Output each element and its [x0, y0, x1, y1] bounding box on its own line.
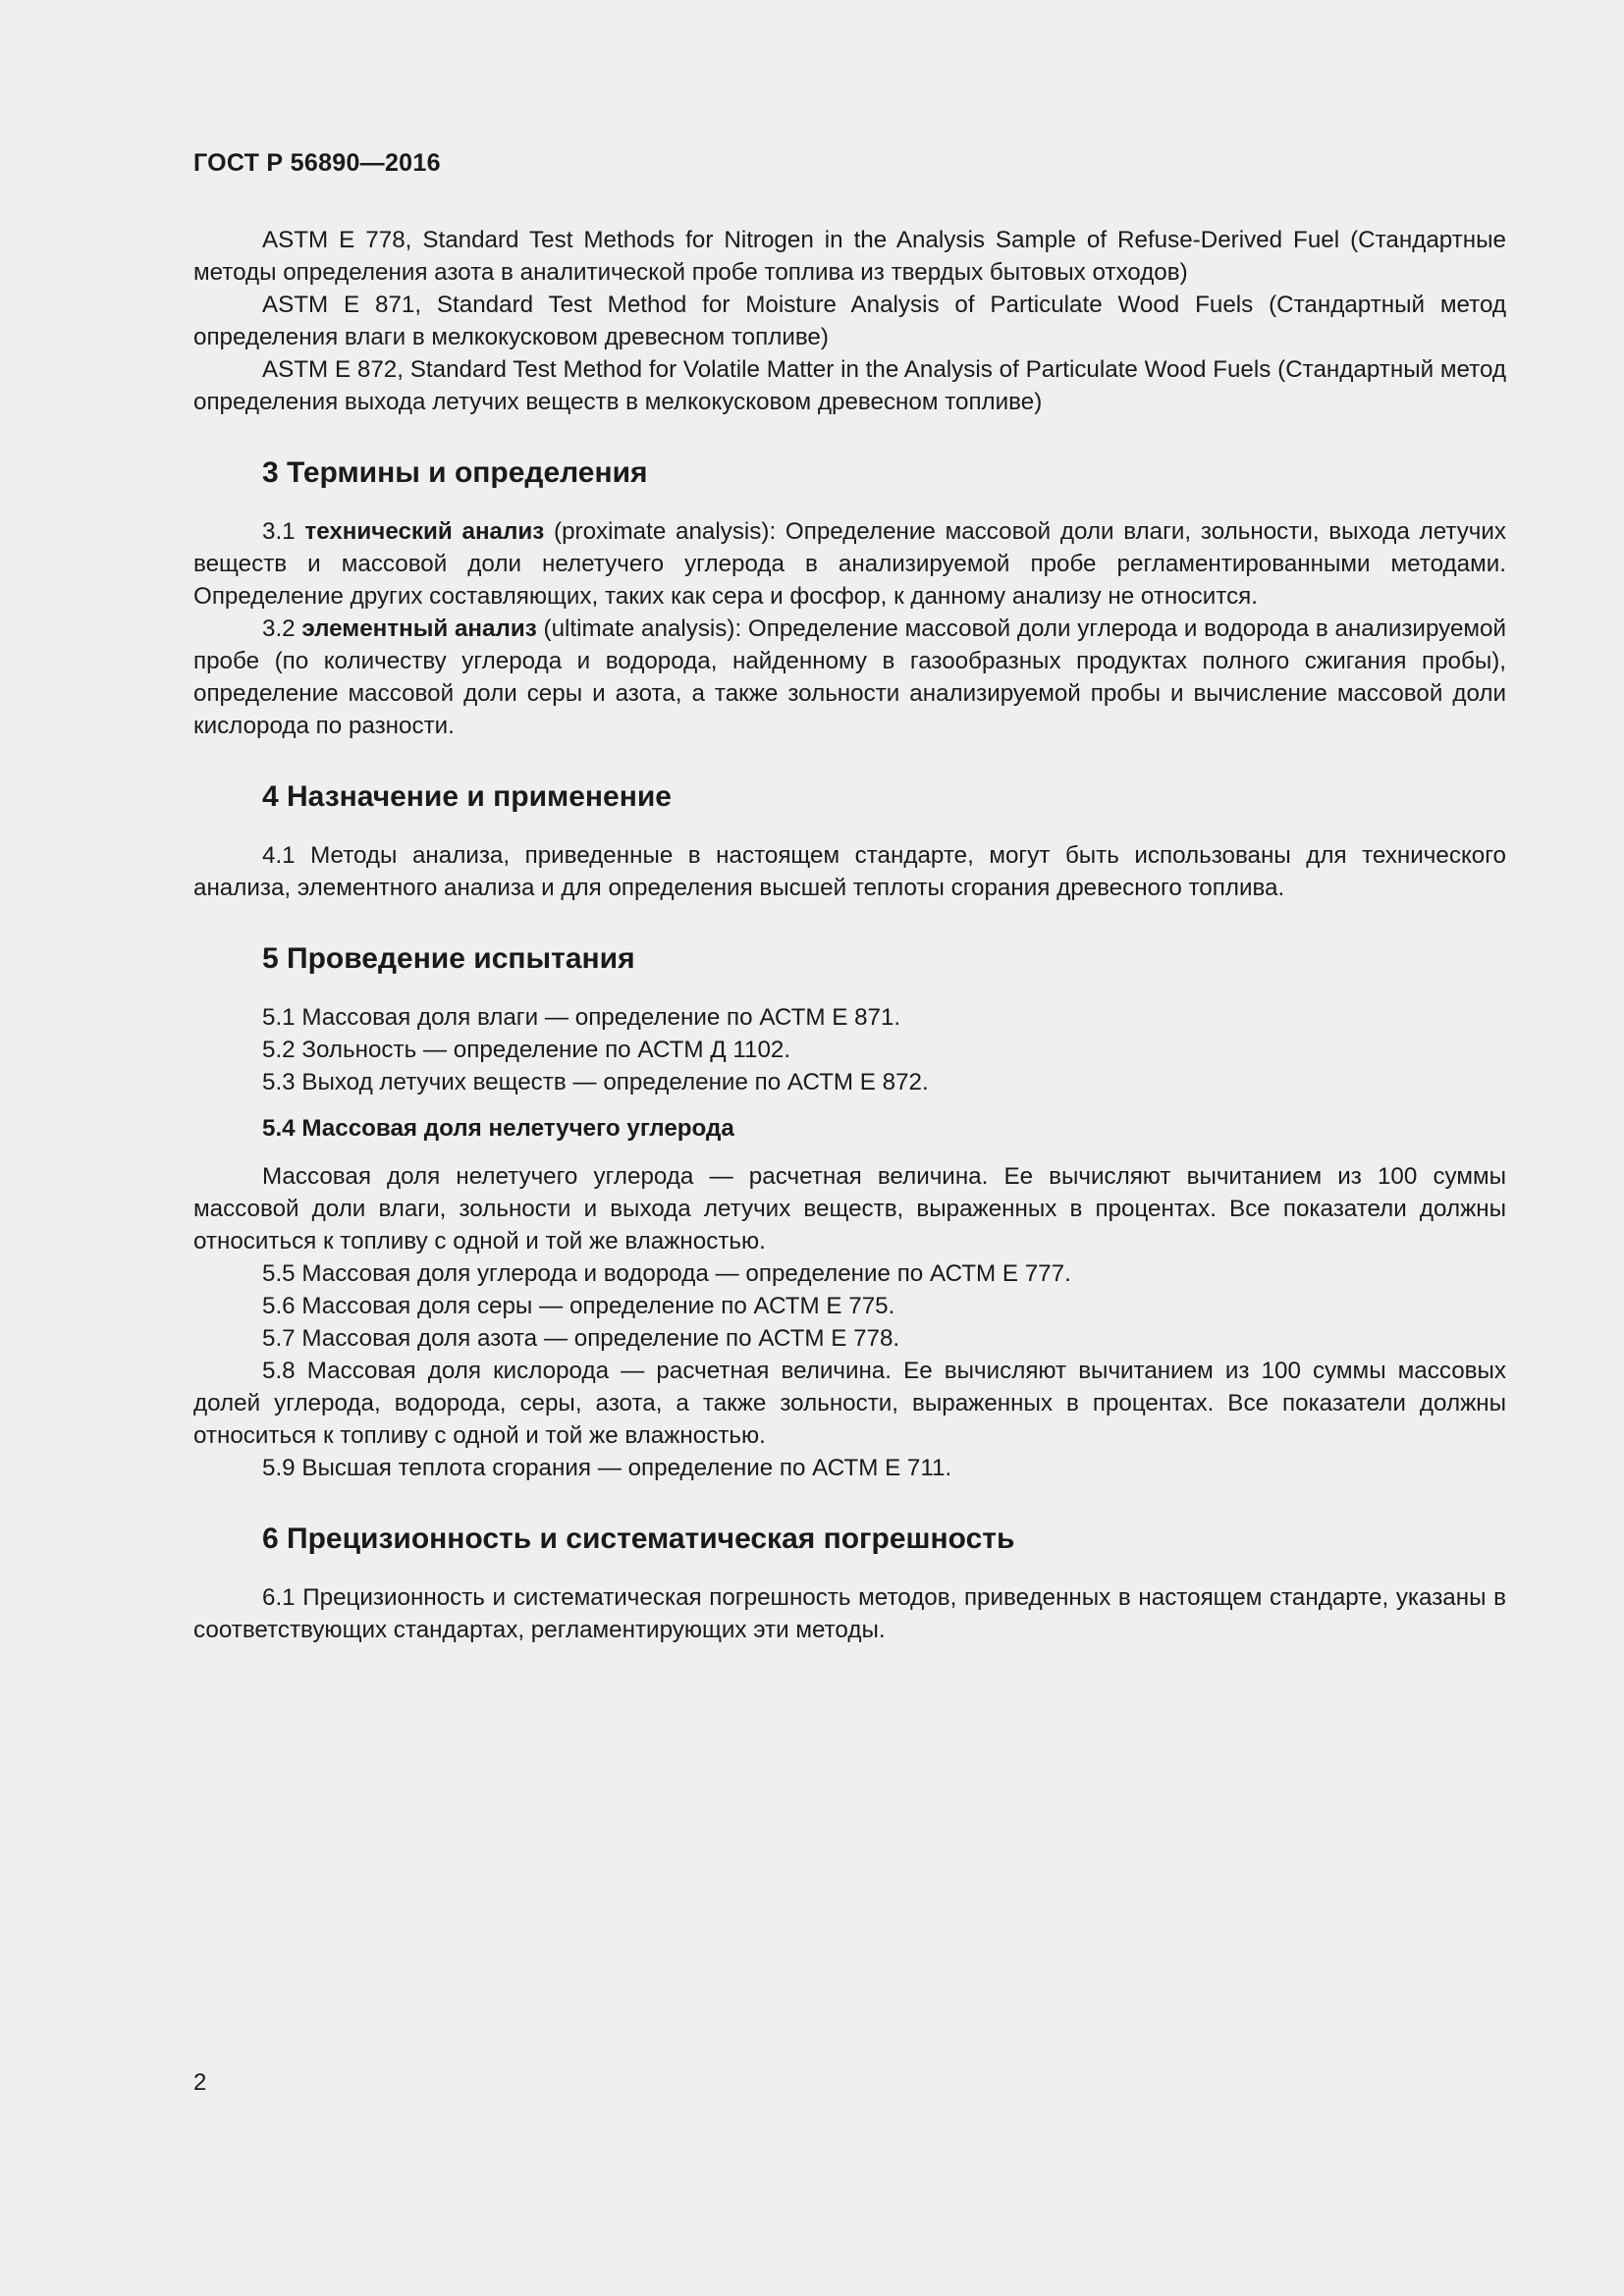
document-id-header: ГОСТ Р 56890—2016 [193, 149, 441, 177]
paragraph-number: 3.2 [262, 615, 296, 642]
definition-text: (ultimate analysis): Определение массовой доли углерода и водорода в анализируемой пробе (по количеству углерода и водорода, найденному в газообразных продуктах полного сжигания пробы), определение массовой доли серы и азота, а также зольности анализируемой пробы и вычисление массовой доли кислорода по разности. [193, 615, 1506, 739]
paragraph-6-1: 6.1 Прецизионность и систематическая погрешность методов, приведенных в настоящем стандарте, указаны в соответствующих стандартах, регламентирующих эти методы. [193, 1584, 1506, 1643]
term-ultimate-analysis: элементный анализ [301, 615, 537, 642]
paragraph-5-7: 5.7 Массовая доля азота — определение по АСТМ Е 778. [262, 1325, 900, 1352]
definition-text: (proximate analysis): Определение массовой доли влаги, зольности, выхода летучих веществ и массовой доли нелетучего углерода в анализируемой пробе регламентированными методами. Определение других составляющих, таких как сера и фосфор, к данному анализу не относится. [193, 518, 1506, 610]
reference-astm-e778: ASTM E 778, Standard Test Methods for Nitrogen in the Analysis Sample of Refuse-Derived Fuel (Стандартные методы определения азота в аналитической пробе топлива из твердых бытовых отходов) [193, 227, 1506, 286]
paragraph-5-6: 5.6 Массовая доля серы — определение по АСТМ Е 775. [262, 1293, 895, 1319]
document-page [193, 0, 1506, 2296]
paragraph-4-1: 4.1 Методы анализа, приведенные в настоящем стандарте, могут быть использованы для технического анализа, элементного анализа и для определения высшей теплоты сгорания древесного топлива. [193, 842, 1506, 901]
section-5-heading: 5 Проведение испытания [262, 942, 635, 975]
document-body [193, 224, 1506, 1646]
paragraph-5-9: 5.9 Высшая теплота сгорания — определение по АСТМ Е 711. [262, 1455, 952, 1481]
reference-astm-e871: ASTM E 871, Standard Test Method for Moisture Analysis of Particulate Wood Fuels (Стандартный метод определения влаги в мелкокусковом древесном топливе) [193, 292, 1506, 350]
paragraph-5-8: 5.8 Массовая доля кислорода — расчетная величина. Ее вычисляют вычитанием из 100 суммы массовых долей углерода, водорода, серы, азота, а также зольности, выраженных в процентах. Все показатели должны относиться к топливу с одной и той же влажностью. [193, 1358, 1506, 1449]
paragraph-5-5: 5.5 Массовая доля углерода и водорода — определение по АСТМ Е 777. [262, 1260, 1071, 1287]
section-3-heading: 3 Термины и определения [262, 456, 648, 489]
section-4-heading: 4 Назначение и применение [262, 780, 672, 813]
page-number: 2 [193, 2069, 207, 2096]
paragraph-5-2: 5.2 Зольность — определение по АСТМ Д 1102. [262, 1037, 791, 1063]
reference-astm-e872: ASTM E 872, Standard Test Method for Volatile Matter in the Analysis of Particulate Wood Fuels (Стандартный метод определения выхода летучих веществ в мелкокусковом древесном топливе) [193, 356, 1506, 415]
section-6-heading: 6 Прецизионность и систематическая погрешность [262, 1522, 1015, 1555]
paragraph-3-1 [193, 515, 1506, 613]
paragraph-number: 3.1 [262, 518, 296, 545]
term-proximate-analysis: технический анализ [304, 518, 545, 545]
subsection-5-4-heading: 5.4 Массовая доля нелетучего углерода [262, 1115, 734, 1142]
paragraph-5-3: 5.3 Выход летучих веществ — определение по АСТМ Е 872. [262, 1069, 929, 1095]
paragraph-5-1: 5.1 Массовая доля влаги — определение по АСТМ Е 871. [262, 1004, 901, 1031]
paragraph-5-4-text: Массовая доля нелетучего углерода — расчетная величина. Ее вычисляют вычитанием из 100 суммы массовой доли влаги, зольности и выхода летучих веществ, выраженных в процентах. Все показатели должны относиться к топливу с одной и той же влажностью. [193, 1163, 1506, 1255]
paragraph-3-2 [193, 613, 1506, 742]
